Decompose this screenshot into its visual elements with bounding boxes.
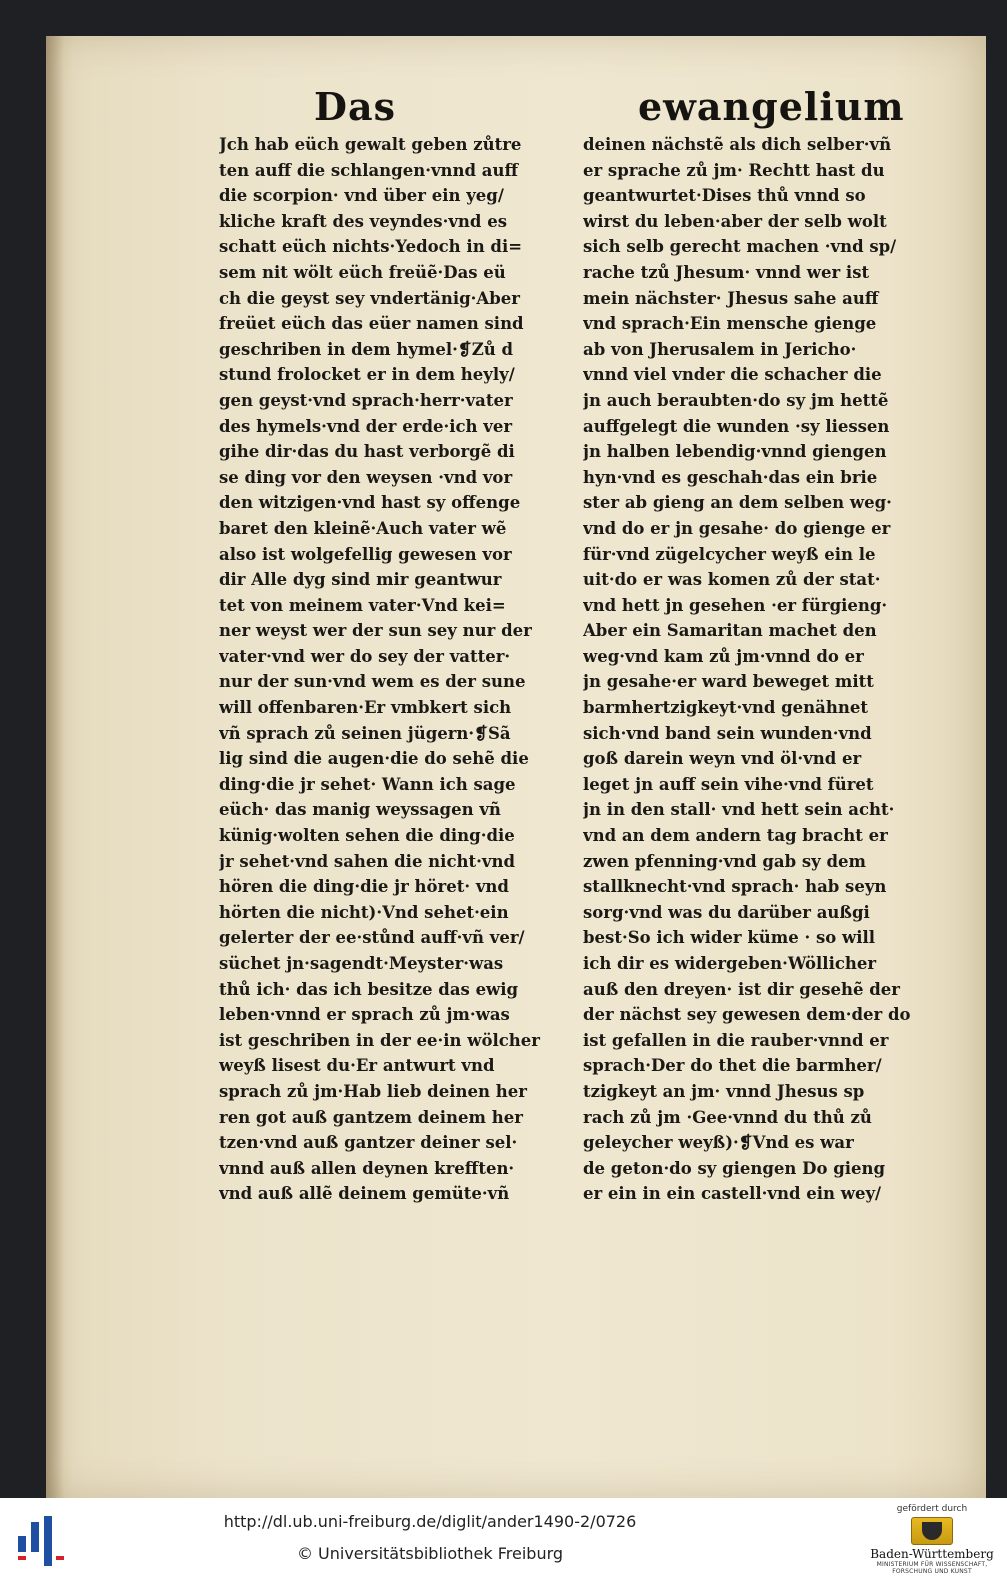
text-line: de geton·do sy giengen Do gieng: [583, 1158, 886, 1178]
text-line: also ist wolgefellig gewesen vor: [219, 544, 512, 564]
text-line: eüch· das manig weyssagen vñ: [219, 800, 501, 820]
text-line: goß darein weyn vnd öl·vnd er: [583, 749, 862, 769]
text-line: kliche kraft des veyndes·vnd es: [219, 211, 507, 231]
text-line: ster ab gieng an dem selben weg·: [583, 493, 892, 513]
text-line: geleycher weyß)·❡Vnd es war: [583, 1133, 854, 1153]
footer: [0, 1498, 1007, 1585]
text-line: ten auff die schlangen·vnnd auff: [219, 160, 519, 180]
text-line: jr sehet·vnd sahen die nicht·vnd: [219, 851, 515, 871]
page-header-left: Das: [314, 84, 396, 129]
copyright-notice: © Universitätsbibliothek Freiburg: [296, 1544, 564, 1563]
text-line: uit·do er was komen zů der stat·: [583, 570, 881, 590]
text-line: jn gesahe·er ward beweget mitt: [583, 672, 874, 692]
text-line: er sprache zů jm· Rechtt hast du: [583, 160, 885, 180]
text-line: weyß lisest du·Er antwurt vnd: [219, 1056, 495, 1076]
text-line: tzen·vnd auß gantzer deiner sel·: [219, 1133, 518, 1153]
text-line: zwen pfenning·vnd gab sy dem: [583, 851, 866, 871]
text-line: rache tzů Jhesum· vnnd wer ist: [583, 262, 870, 282]
text-line: ich dir es widergeben·Wöllicher: [583, 954, 877, 973]
text-line: sich selb gerecht machen ·vnd sp/: [583, 237, 897, 257]
text-line: sorg·vnd was du darüber außgi: [583, 902, 870, 922]
text-line: best·So ich wider küme · so will: [583, 928, 876, 948]
text-line: leben·vnnd er sprach zů jm·was: [219, 1005, 510, 1025]
text-line: lig sind die augen·die do sehẽ die: [219, 749, 529, 769]
text-line: se ding vor den weysen ·vnd vor: [219, 467, 513, 487]
text-line: jn auch beraubten·do sy jm hettẽ: [583, 390, 889, 410]
text-line: deinen nächstẽ als dich selber·vñ: [583, 135, 892, 154]
text-line: gihe dir·das du hast verborgẽ di: [219, 442, 515, 462]
text-line: jn halben lebendig·vnnd giengen: [583, 442, 887, 462]
text-line: vnnd viel vnder die schacher die: [583, 365, 882, 385]
text-line: künig·wolten sehen die ding·die: [219, 826, 515, 846]
document-url-link[interactable]: http://dl.ub.uni-freiburg.de/diglit/ander1490-2/0726: [223, 1512, 637, 1531]
text-line: ab von Jherusalem in Jericho·: [583, 339, 857, 359]
text-line: er ein in ein castell·vnd ein wey/: [583, 1184, 882, 1204]
text-line: süchet jn·sagendt·Meyster·was: [219, 954, 504, 973]
sponsor-name: Baden-Württemberg: [870, 1547, 994, 1561]
text-line: Aber ein Samaritan machet den: [583, 621, 877, 641]
text-line: ist gefallen in die rauber·vnnd er: [583, 1030, 889, 1050]
text-column-right: [583, 132, 938, 1207]
text-line: vnd an dem andern tag bracht er: [583, 826, 888, 846]
text-line: thů ich· das ich besitze das ewig: [219, 979, 519, 999]
text-line: vnd hett jn gesehen ·er fürgieng·: [583, 595, 888, 615]
text-line: geschriben in dem hymel·❡Zů d: [219, 339, 514, 359]
text-line: sem nit wölt eüch freüẽ·Das eü: [219, 262, 506, 282]
text-line: ren got auß gantzem deinem her: [219, 1107, 523, 1127]
text-line: der nächst sey gewesen dem·der do: [583, 1005, 911, 1025]
text-line: stund frolocket er in dem heyly/: [219, 365, 515, 385]
text-line: freüet eüch das eüer namen sind: [219, 314, 524, 334]
text-line: nur der sun·vnd wem es der sune: [219, 672, 526, 692]
text-line: will offenbaren·Er vmbkert sich: [219, 698, 512, 718]
text-line: jn in den stall· vnd hett sein acht·: [583, 800, 895, 820]
text-line: vnd auß allẽ deinem gemüte·vñ: [219, 1184, 510, 1204]
book-page: [46, 36, 986, 1498]
text-line: tzigkeyt an jm· vnnd Jhesus sp: [583, 1081, 865, 1101]
text-line: des hymels·vnd der erde·ich ver: [219, 416, 513, 436]
text-line: Jch hab eüch gewalt geben zůtre: [219, 135, 522, 154]
text-line: ner weyst wer der sun sey nur der: [219, 621, 532, 641]
text-line: vater·vnd wer do sey der vatter·: [219, 646, 511, 666]
text-line: mein nächster· Jhesus sahe auff: [583, 288, 879, 308]
text-line: vñ sprach zů seinen jügern·❡Sã: [219, 723, 511, 743]
text-line: stallknecht·vnd sprach· hab seyn: [583, 877, 887, 897]
text-line: vnd do er jn gesahe· do gienge er: [583, 518, 891, 538]
text-line: geantwurtet·Dises thů vnnd so: [583, 186, 866, 206]
text-line: die scorpion· vnd über ein yeg/: [219, 186, 504, 206]
text-line: hyn·vnd es geschah·das ein brie: [583, 467, 878, 487]
text-line: dir Alle dyg sind mir geantwur: [219, 570, 502, 590]
page-header-right: ewangelium: [638, 84, 905, 129]
text-line: auffgelegt die wunden ·sy liessen: [583, 416, 890, 436]
text-line: vnd sprach·Ein mensche gienge: [583, 314, 877, 334]
text-line: rach zů jm ·Gee·vnnd du thů zů: [583, 1107, 872, 1127]
sponsor-ministry: MINISTERIUM FÜR WISSENSCHAFT, FORSCHUNG UND KUNST: [876, 1561, 988, 1575]
text-line: sprach·Der do thet die barmher/: [583, 1056, 882, 1076]
text-line: wirst du leben·aber der selb wolt: [583, 211, 887, 231]
text-line: den witzigen·vnd hast sy offenge: [219, 493, 521, 513]
coat-of-arms-icon: [911, 1517, 953, 1545]
text-line: hörten die nicht)·Vnd sehet·ein: [219, 902, 509, 922]
text-line: ist geschriben in der ee·in wölcher: [219, 1030, 540, 1050]
text-line: auß den dreyen· ist dir gesehẽ der: [583, 979, 900, 999]
text-line: für·vnd zügelcycher weyß ein le: [583, 544, 876, 564]
text-line: ding·die jr sehet· Wann ich sage: [219, 774, 516, 794]
text-line: ch die geyst sey vndertänig·Aber: [219, 288, 520, 308]
text-line: vnnd auß allen deynen krefften·: [219, 1158, 515, 1178]
text-line: barmhertzigkeyt·vnd genähnet: [583, 698, 868, 718]
text-line: hören die ding·die jr höret· vnd: [219, 877, 509, 897]
text-line: sprach zů jm·Hab lieb deinen her: [219, 1081, 527, 1101]
text-line: gelerter der ee·stůnd auff·vñ ver/: [219, 928, 525, 948]
text-line: tet von meinem vater·Vnd kei=: [219, 595, 506, 615]
text-line: gen geyst·vnd sprach·herr·vater: [219, 390, 513, 410]
text-line: leget jn auff sein vihe·vnd füret: [583, 774, 874, 794]
text-line: weg·vnd kam zů jm·vnnd do er: [583, 646, 864, 666]
sponsor-label: gefördert durch: [896, 1504, 968, 1514]
text-line: schatt eüch nichts·Yedoch in di=: [219, 237, 523, 257]
text-line: sich·vnd band sein wunden·vnd: [583, 723, 872, 743]
text-line: baret den kleinẽ·Auch vater wẽ: [219, 518, 507, 538]
text-column-left: [219, 132, 574, 1207]
sponsor-block: [862, 1504, 1002, 1575]
